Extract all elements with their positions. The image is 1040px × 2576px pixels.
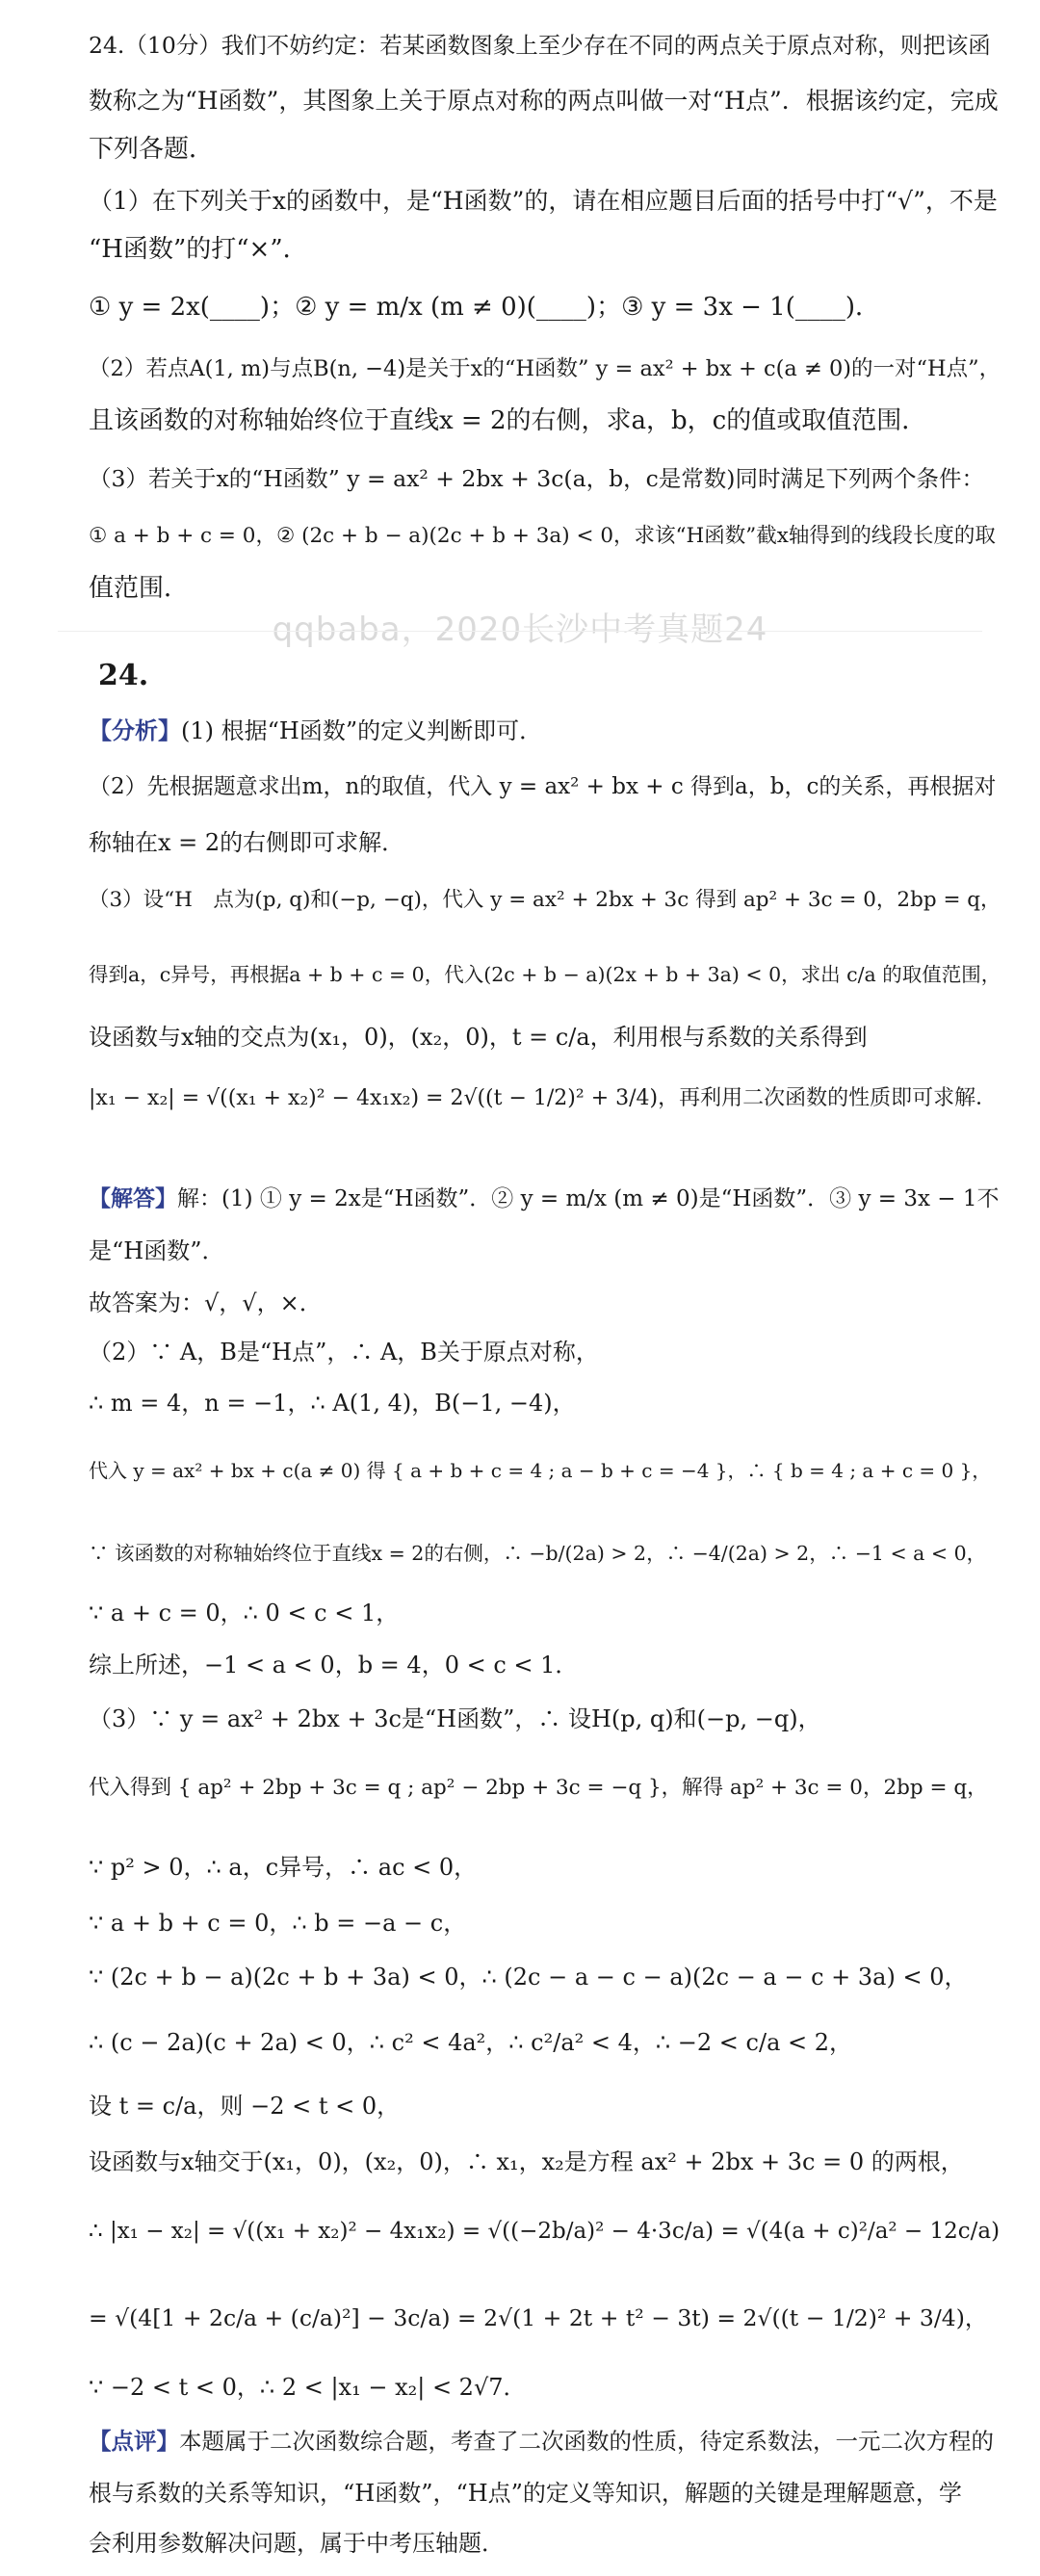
answer-line: （2）∵ A，B是“H点”，∴ A，B关于原点对称， <box>89 1339 599 1366</box>
answer-tag: 【解答】 <box>89 1185 177 1211</box>
analysis-line: （2）先根据题意求出m，n的取值，代入 y = ax² + bx + c 得到a，b，c的关系，再根据对 <box>89 774 997 799</box>
answer-line: ∵ −2 < t < 0，∴ 2 < |x₁ − x₂| < 2√7． <box>89 2374 527 2401</box>
problem-line: 下列各题． <box>89 135 215 164</box>
analysis-line: 得到a，c异号，再根据a + b + c = 0，代入(2c + b − a)(2x + b + 3a) < 0，求出 c/a 的取值范围， <box>89 963 1001 986</box>
analysis-line: （3）设“H 点为(p, q)和(−p, −q)，代入 y = ax² + 2bx + 3c 得到 ap² + 3c = 0，2bp = q， <box>89 888 1001 912</box>
answer-line: 综上所述，−1 < a < 0，b = 4，0 < c < 1． <box>89 1652 579 1678</box>
problem-line: （2）若点A(1, m)与点B(n, −4)是关于x的“H函数” y = ax² + bx + c(a ≠ 0)的一对“H点”， <box>89 356 1001 381</box>
problem-line: （1）在下列关于x的函数中，是“H函数”的，请在相应题目后面的括号中打“√”，不是 <box>89 187 998 215</box>
answer-line: ∴ (c − 2a)(c + 2a) < 0，∴ c² < 4a²，∴ c²/a² < 4，∴ −2 < c/a < 2， <box>89 2029 853 2056</box>
answer-line: ∵ p² > 0，∴ a，c异号，∴ ac < 0， <box>89 1854 478 1881</box>
problem-line: 值范围． <box>89 574 190 603</box>
problem-line: “H函数”的打“×”． <box>89 235 308 264</box>
comment-line: 会利用参数解决问题，属于中考压轴题． <box>89 2530 505 2557</box>
answer-line: 代入得到 { ap² + 2bp + 3c = q ; ap² − 2bp + 3c = −q }，解得 ap² + 3c = 0，2bp = q， <box>89 1776 988 1800</box>
answer-line: ∴ m = 4，n = −1，∴ A(1, 4)，B(−1, −4)， <box>89 1390 576 1417</box>
analysis-line: 设函数与x轴的交点为(x₁，0)，(x₂，0)，t = c/a，利用根与系数的关系得到 <box>89 1024 868 1051</box>
comment-tag: 【点评】 <box>89 2428 179 2455</box>
analysis-line: 称轴在x = 2的右侧即可求解． <box>89 829 405 856</box>
answer-line: （3）∵ y = ax² + 2bx + 3c是“H函数”，∴ 设H(p, q)和(−p, −q)， <box>89 1705 821 1732</box>
answer-line: ∴ |x₁ − x₂| = √((x₁ + x₂)² − 4x₁x₂) = √((−2b/a)² − 4·3c/a) = √(4(a + c)²/a² − 12c/a) <box>89 2219 1001 2244</box>
answer-line: 【解答】解：(1) ① y = 2x是“H函数”．② y = m/x (m ≠ 0)是“H函数”．③ y = 3x − 1不 <box>89 1185 1000 1211</box>
analysis-tag: 【分析】 <box>89 716 181 744</box>
comment-line: 【点评】本题属于二次函数综合题，考查了二次函数的性质，待定系数法，一元二次方程的 <box>89 2428 994 2455</box>
answer-line: 故答案为：√，√，×． <box>89 1289 323 1316</box>
problem-line: （3）若关于x的“H函数” y = ax² + 2bx + 3c(a，b，c是常数)同时满足下列两个条件： <box>89 465 984 492</box>
analysis-line: |x₁ − x₂| = √((x₁ + x₂)² − 4x₁x₂) = 2√((t − 1/2)² + 3/4)，再利用二次函数的性质即可求解． <box>89 1086 998 1110</box>
answer-line: = √(4[1 + 2c/a + (c/a)²] − 3c/a) = 2√(1 + 2t + t² − 3t) = 2√((t − 1/2)² + 3/4)， <box>89 2304 988 2331</box>
analysis-line: 【分析】(1) 根据“H函数”的定义判断即可． <box>89 716 543 744</box>
problem-line: 且该函数的对称轴始终位于直线x = 2的右侧，求a，b，c的值或取值范围． <box>89 406 927 435</box>
answer-line: ∵ 该函数的对称轴始终位于直线x = 2的右侧，∴ −b/(2a) > 2，∴ −4/(2a) > 2，∴ −1 < a < 0， <box>89 1542 987 1565</box>
answer-line: ∵ (2c + b − a)(2c + b + 3a) < 0，∴ (2c − a − c − a)(2c − a − c + 3a) < 0， <box>89 1964 968 1991</box>
answer-line: 设 t = c/a，则 −2 < t < 0， <box>89 2093 401 2120</box>
problem-line: ① a + b + c = 0，② (2c + b − a)(2c + b + 3a) < 0，求该“H函数”截x轴得到的线段长度的取 <box>89 524 996 548</box>
solution-number: 24. <box>98 659 149 692</box>
watermark-text: qqbaba，2020长沙中考真题24 <box>272 611 768 649</box>
problem-line: ① y = 2x(____)；② y = m/x (m ≠ 0)(____)；③ y = 3x − 1(____)． <box>89 293 880 322</box>
answer-line: 代入 y = ax² + bx + c(a ≠ 0) 得 { a + b + c = 4 ; a − b + c = −4 }，∴ { b = 4 ; a + c = 0 }， <box>89 1459 992 1482</box>
problem-line: 数称之为“H函数”，其图象上关于原点对称的两点叫做一对“H点”．根据该约定，完成 <box>89 87 999 115</box>
answer-line: 设函数与x轴交于(x₁，0)，(x₂，0)，∴ x₁，x₂是方程 ax² + 2bx + 3c = 0 的两根， <box>89 2148 964 2175</box>
answer-line: ∵ a + c = 0，∴ 0 < c < 1， <box>89 1600 400 1626</box>
problem-line: 24.（10分）我们不妨约定：若某函数图象上至少存在不同的两点关于原点对称，则把该函 <box>89 32 991 59</box>
section-divider <box>58 631 982 632</box>
answer-line: ∵ a + b + c = 0，∴ b = −a − c， <box>89 1910 467 1937</box>
answer-line: 是“H函数”． <box>89 1237 225 1264</box>
comment-line: 根与系数的关系等知识，“H函数”，“H点”的定义等知识，解题的关键是理解题意，学 <box>89 2480 962 2507</box>
